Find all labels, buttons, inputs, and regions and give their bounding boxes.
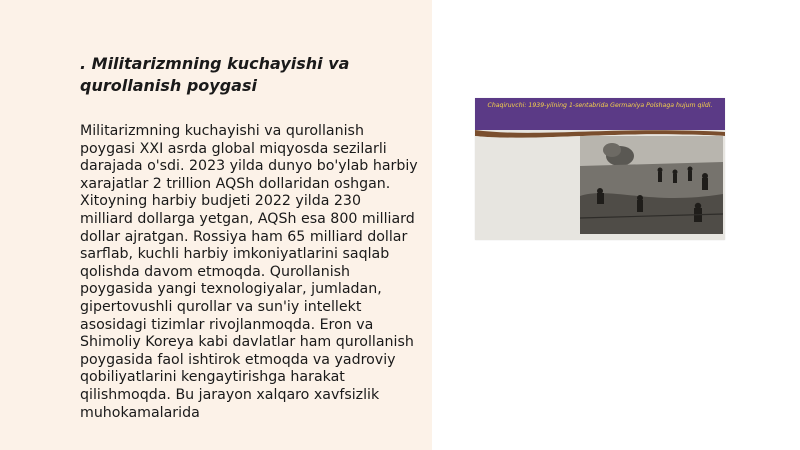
slide-title: . Militarizmning kuchayishi va qurollanish poygasi <box>80 54 350 95</box>
ww2-soldiers-photo <box>580 136 723 234</box>
image-caption: Chaqiruvchi: 1939-yilning 1-sentabrida Germaniya Polshaga hujum qildi. <box>487 102 713 109</box>
slide-image <box>475 98 725 240</box>
slide-body-text: Militarizmning kuchayishi va qurollanish poygasi XXI asrda global miqyosda sezilarli darajada o'sdi. 2023 yilda dunyo bo'ylab harbiy xarajatlar 2 trillion AQSh dollaridan oshgan. Xitoyning harbiy budjeti 2022 yilda 230 milliard dollarga yetgan, AQSh esa 800 milliard dollar ajratgan. Rossiya ham 65 milliard dollar sarflab, kuchli harbiy imkoniyatlarini saqlab qolishda davom etmoqda. Qurollanish poygasida yangi texnologiyalar, jumladan, gipertovushli qurollar va sun'iy intellekt asosidagi tizimlar rivojlanmoqda. Eron va Shimoliy Koreya kabi davlatlar ham qurollanish poygasida faol ishtirok etmoqda va yadroviy qobiliyatlarini kengaytirishga harakat qilishmoqda. Bu jarayon xalqaro xavfsizlik muhokamalarida <box>80 123 418 421</box>
